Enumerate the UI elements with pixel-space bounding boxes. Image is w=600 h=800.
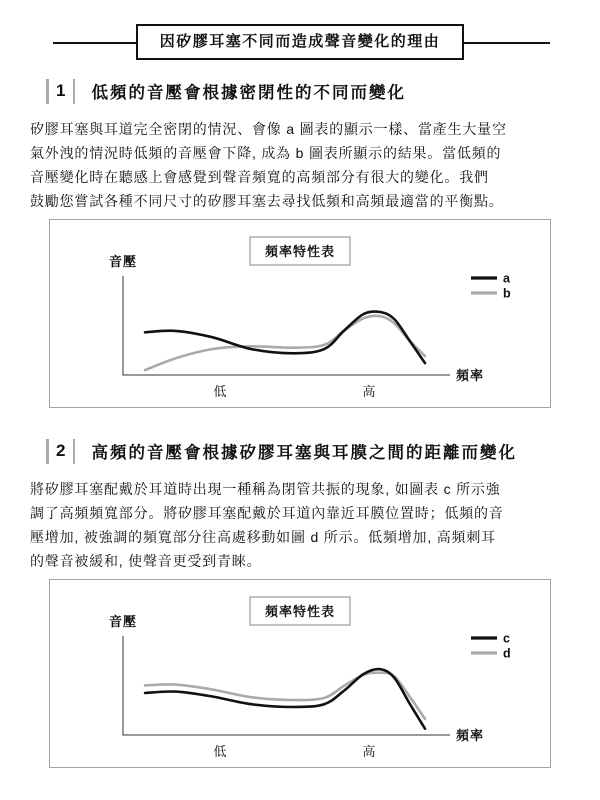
- section-2-header: [46, 438, 600, 464]
- body-line: 音壓變化時在聽感上會感覺到聲音頻寬的高頻部分有很大的變化。我們: [30, 169, 489, 185]
- x-axis-label: 頻率: [456, 368, 485, 383]
- chart-canvas: [50, 580, 550, 767]
- section-number-bar-right: [73, 439, 75, 464]
- section-2-heading: 高頻的音壓會根據矽膠耳塞與耳膜之間的距離而變化: [91, 444, 517, 462]
- legend-label-c: c: [503, 631, 510, 646]
- frequency-chart-a-b: [49, 219, 551, 408]
- chart-canvas: [50, 220, 550, 407]
- body-line: 鼓勵您嘗試各種不同尺寸的矽膠耳塞去尋找低頻和高頻最適當的平衡點。: [30, 193, 504, 209]
- section-1-heading: 低頻的音壓會根據密閉性的不同而變化: [91, 84, 406, 102]
- body-line: 將矽膠耳塞配戴於耳道時出現一種稱為閉管共振的現象, 如圖表 c 所示強: [30, 481, 501, 497]
- legend-label-d: d: [503, 646, 511, 661]
- body-line: 的聲音被緩和, 使聲音更受到青睞。: [30, 553, 262, 569]
- x-tick-low: 低: [213, 744, 227, 759]
- x-tick-high: 高: [362, 744, 376, 759]
- page-title: 因矽膠耳塞不同而造成聲音變化的理由: [136, 24, 465, 60]
- x-axis-label: 頻率: [456, 728, 485, 743]
- section-number-bar-left: [46, 439, 49, 464]
- section-2-number: 2: [56, 441, 66, 460]
- curve-b: [145, 316, 425, 370]
- body-line: 氣外洩的情況時低頻的音壓會下降, 成為 b 圖表所顯示的結果。當低頻的: [30, 145, 502, 161]
- body-line: 調了高頻頻寬部分。將矽膠耳塞配戴於耳道內靠近耳膜位置時；低頻的音: [30, 505, 504, 521]
- chart-title: 頻率特性表: [264, 604, 336, 619]
- section-2-paragraph: [30, 477, 570, 573]
- body-line: 矽膠耳塞與耳道完全密閉的情況、會像 a 圖表的顯示一樣、當產生大量空: [30, 121, 507, 137]
- section-number-bar-left: [46, 79, 49, 104]
- page-header: [0, 24, 600, 60]
- section-1-header: [46, 78, 600, 104]
- section-number-bar-right: [73, 79, 75, 104]
- body-line: 壓增加, 被強調的頻寬部分往高處移動如圖 d 所示。低頻增加, 高頻刺耳: [30, 529, 496, 545]
- x-tick-low: 低: [213, 384, 227, 399]
- y-axis-label: 音壓: [108, 254, 138, 269]
- y-axis-label: 音壓: [108, 614, 138, 629]
- legend-label-a: a: [503, 271, 510, 286]
- section-1-number: 1: [56, 81, 66, 100]
- curve-d: [145, 673, 425, 719]
- chart-title: 頻率特性表: [264, 244, 336, 259]
- x-tick-high: 高: [362, 384, 376, 399]
- section-1-paragraph: [30, 117, 570, 213]
- legend-label-b: b: [503, 286, 511, 301]
- frequency-chart-c-d: [49, 579, 551, 768]
